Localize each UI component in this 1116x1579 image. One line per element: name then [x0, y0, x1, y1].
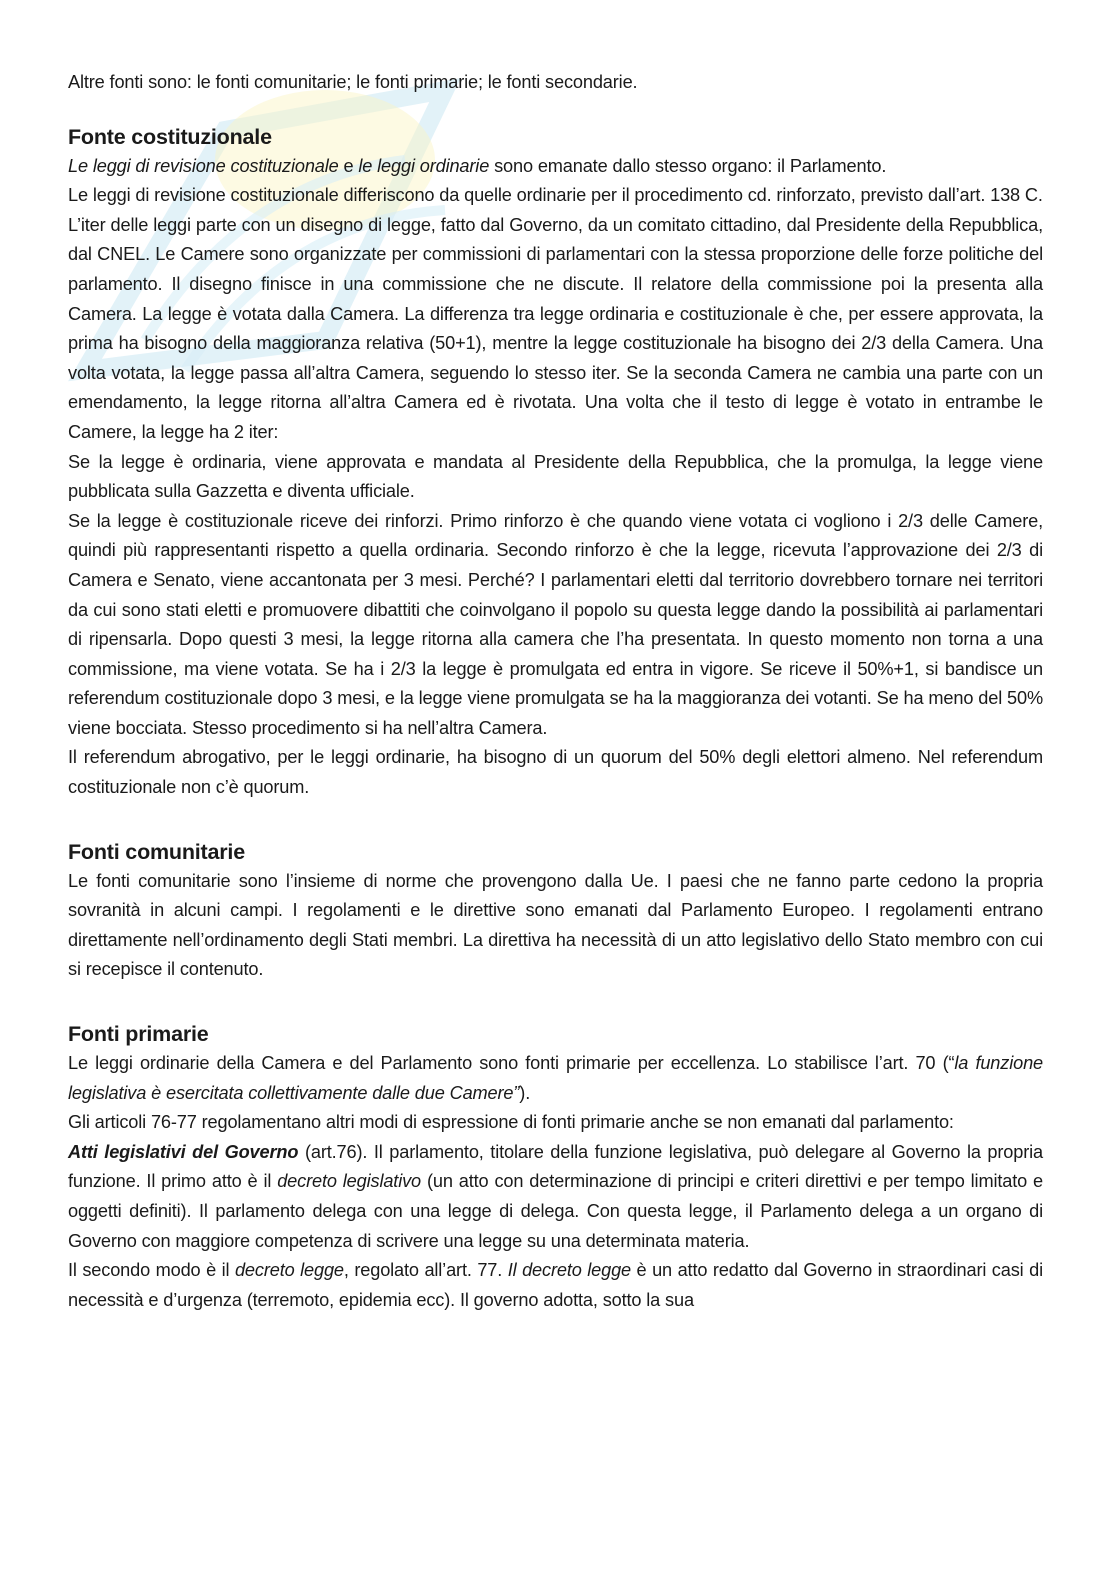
paragraph: Atti legislativi del Governo (art.76). Il parlamento, titolare della funzione legislativa, può delegare al Governo la propria funzione. Il primo atto è il decreto legislativo (un atto con determinazione di principi e criteri direttivi e per tempo limitato e oggetti definiti). Il parlamento delega con una legge di delega. Con questa legge, il Parlamento delega a un organo di Governo con maggiore competenza di scrivere una legge su una determinata materia. — [68, 1141, 1043, 1251]
paragraph: L’iter delle leggi parte con un disegno di legge, fatto dal Governo, da un comitato cittadino, dal Presidente della Repubblica, dal CNEL. Le Camere sono organizzate per commissioni di parlamentari con la stessa proporzione delle forze politiche del parlamento. Il disegno finisce in una commissione che ne discute. Il relatore della commissione poi la presenta alla Camera. La legge è votata dalla Camera. La differenza tra legge ordinaria e costituzionale è che, per essere approvata, la prima ha bisogno della maggioranza relativa (50+1), mentre la legge costituzionale ha bisogno dei 2/3 della Camera. Una volta votata, la legge passa all’altra Camera, seguendo lo stesso iter. Se la seconda Camera ne cambia una parte con un emendamento, la legge ritorna all’altra Camera ed è rivotata. Una volta che il testo di legge è votato in entrambe le Camere, la legge ha 2 iter: — [68, 214, 1043, 442]
emphasis: Le leggi di revisione costituzionale — [68, 155, 339, 176]
paragraph: Se la legge è ordinaria, viene approvata e mandata al Presidente della Repubblica, che la promulga, la legge viene pubblicata sulla Gazzetta e diventa ufficiale. — [68, 451, 1043, 502]
paragraph: Le leggi di revisione costituzionale e le leggi ordinarie sono emanate dallo stesso organo: il Parlamento. — [68, 155, 887, 176]
paragraph: Se la legge è costituzionale riceve dei rinforzi. Primo rinforzo è che quando viene votata ci vogliono i 2/3 delle Camere, quindi più rappresentanti rispetto a quella ordinaria. Secondo rinforzo è che la legge, ricevuta l’approvazione dei 2/3 di Camera e Senato, viene accantonata per 3 mesi. Perché? I parlamentari eletti dal territorio dovrebbero tornare nei territori da cui sono stati eletti e promuovere dibattiti che coinvolgano il popolo su questa legge dando la possibilità ai parlamentari di ripensarla. Dopo questi 3 mesi, la legge ritorna alla camera che l’ha presentata. In questo momento non torna a una commissione, ma viene votata. Se ha i 2/3 la legge è promulgata ed entra in vigore. Se riceve il 50%+1, si bandisce un referendum costituzionale dopo 3 mesi, e la legge viene promulgata se ha la maggioranza dei votanti. Se ha meno del 50% viene bocciata. Stesso procedimento si ha nell’altra Camera. — [68, 510, 1043, 738]
paragraph: Il referendum abrogativo, per le leggi ordinarie, ha bisogno di un quorum del 50% degli elettori almeno. Nel referendum costituzionale non c’è quorum. — [68, 747, 1043, 798]
heading-fonte-costituzionale: Fonte costituzionale — [68, 124, 272, 149]
emphasis: le leggi ordinarie — [358, 155, 490, 176]
paragraph: Le leggi di revisione costituzionale differiscono da quelle ordinarie per il procedimento cd. rinforzato, previsto dall’art. 138 C. — [68, 185, 1043, 206]
paragraph: Gli articoli 76-77 regolamentano altri modi di espressione di fonti primarie anche se non emanati dal parlamento: — [68, 1112, 954, 1133]
bold-italic-term: Atti legislativi del Governo — [68, 1141, 299, 1162]
paragraph: Le fonti comunitarie sono l’insieme di norme che provengono dalla Ue. I paesi che ne fanno parte cedono la propria sovranità in alcuni campi. I regolamenti e le direttive sono emanati dal Parlamento Europeo. I regolamenti entrano direttamente nell’ordinamento degli Stati membri. La direttiva ha necessità di un atto legislativo dello Stato membro con cui si recepisce il contenuto. — [68, 870, 1043, 980]
heading-fonti-comunitarie: Fonti comunitarie — [68, 839, 245, 864]
emphasis: decreto legge — [234, 1260, 344, 1281]
paragraph: Le leggi ordinarie della Camera e del Parlamento sono fonti primarie per eccellenza. Lo stabilisce l’art. 70 (“la funzione legislativa è esercitata collettivamente dalle due Camere”). — [68, 1053, 1044, 1103]
document-page — [68, 68, 1043, 1315]
heading-fonti-primarie: Fonti primarie — [68, 1022, 209, 1047]
emphasis: decreto legislativo — [277, 1171, 422, 1192]
paragraph: Il secondo modo è il decreto legge, regolato all’art. 77. Il decreto legge è un atto redatto dal Governo in straordinari casi di necessità e d’urgenza (terremoto, epidemia ecc). Il governo adotta, sotto la sua — [68, 1260, 1043, 1310]
intro-paragraph: Altre fonti sono: le fonti comunitarie; le fonti primarie; le fonti secondarie. — [68, 72, 638, 92]
emphasis: Il decreto legge — [507, 1260, 631, 1281]
emphasis: la funzione legislativa è esercitata collettivamente dalle due Camere” — [68, 1053, 1044, 1103]
